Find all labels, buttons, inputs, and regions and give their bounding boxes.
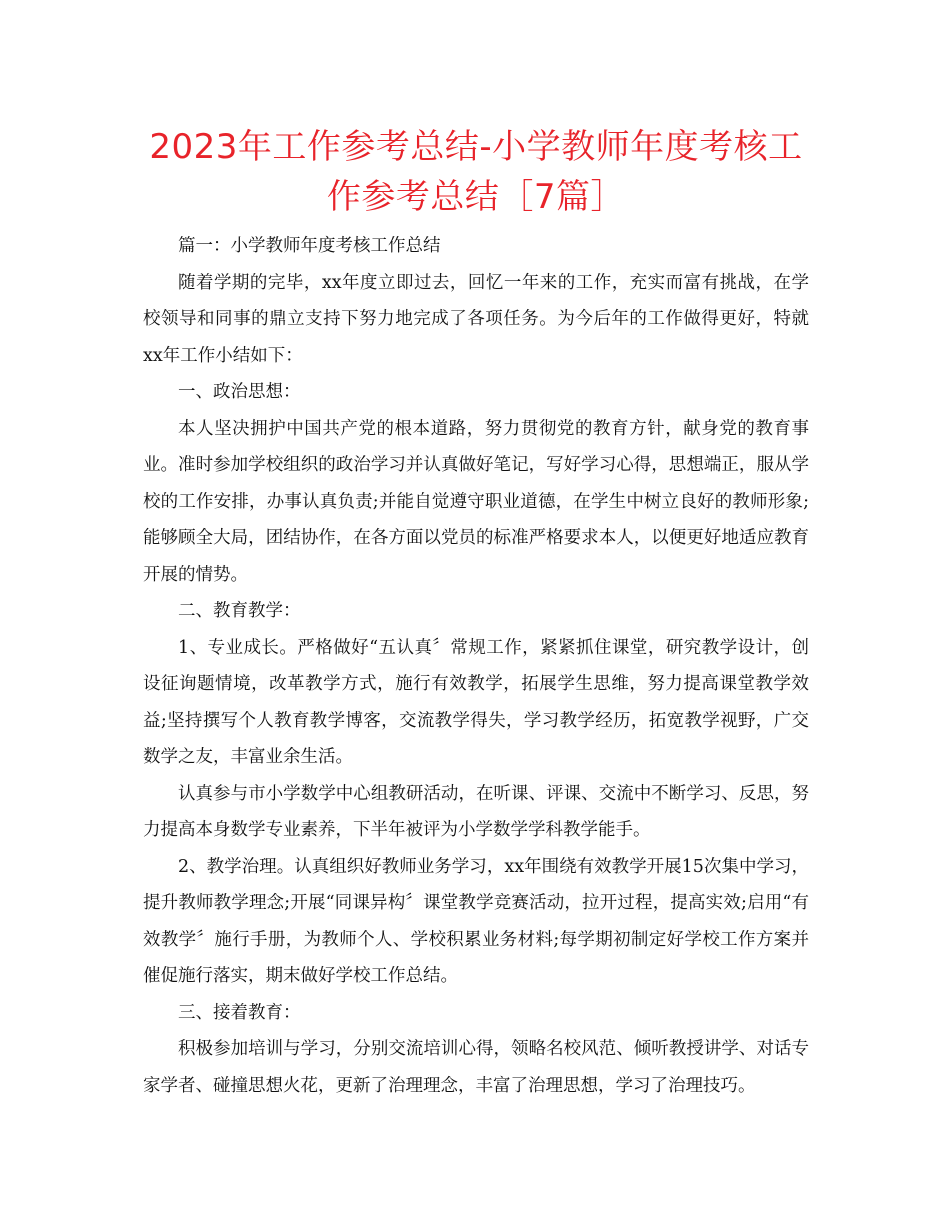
paragraph-heading-continuing-education: 三、接着教育：	[178, 1002, 301, 1023]
document-page	[143, 122, 809, 1104]
paragraph-teaching-management: 2、教学治理。认真组织好教师业务学习，xx年围绕有效教学开展15次集中学习，提升教师教学理念;开展“同课异构〞课堂教学竞赛活动，拉开过程，提高实效;启用“有效教学〞施行手册，为教师个人、学校积累业务材料;每学期初制定好学校工作方案并催促施行落实，期末做好学校工作总结。	[143, 856, 809, 986]
paragraph-professional-growth: 1、专业成长。严格做好“五认真〞常规工作，紧紧抓住课堂，研究教学设计，创设征询题情境，改革教学方式，施行有效教学，拓展学生思维，努力提高课堂教学效益;坚持撰写个人教育教学博客，交流教学得失，学习教学经历，拓宽教学视野，广交数学之友，丰富业余生活。	[143, 637, 809, 767]
paragraph-research: 认真参与市小学数学中心组教研活动，在听课、评课、交流中不断学习、反思，努力提高本身数学专业素养，下半年被评为小学数学学科教学能手。	[143, 783, 809, 840]
paragraph-training: 积极参加培训与学习，分别交流培训心得，领略名校风范、倾听教授讲学、对话专家学者、碰撞思想火花，更新了治理理念，丰富了治理思想，学习了治理技巧。	[143, 1039, 809, 1096]
paragraph-section-heading: 篇一：小学教师年度考核工作总结	[178, 236, 441, 256]
document-body	[143, 228, 809, 1104]
paragraph-heading-politics: 一、政治思想：	[178, 382, 301, 402]
paragraph-heading-teaching: 二、教育教学：	[178, 601, 301, 621]
document-title: 2023年工作参考总结-小学教师年度考核工作参考总结［7篇］	[149, 127, 803, 217]
paragraph-politics: 本人坚决拥护中国共产党的根本道路，努力贯彻党的教育方针，献身党的教育事业。准时参加学校组织的政治学习并认真做好笔记，写好学习心得，思想端正，服从学校的工作安排，办事认真负责;并能自觉遵守职业道德，在学生中树立良好的教师形象;能够顾全大局，团结协作，在各方面以党员的标准严格要求本人，以便更好地适应教育开展的情势。	[143, 418, 809, 585]
paragraph-intro: 随着学期的完毕，xx年度立即过去，回忆一年来的工作，充实而富有挑战，在学校领导和同事的鼎立支持下努力地完成了各项任务。为今后年的工作做得更好，特就xx年工作小结如下：	[143, 272, 809, 366]
